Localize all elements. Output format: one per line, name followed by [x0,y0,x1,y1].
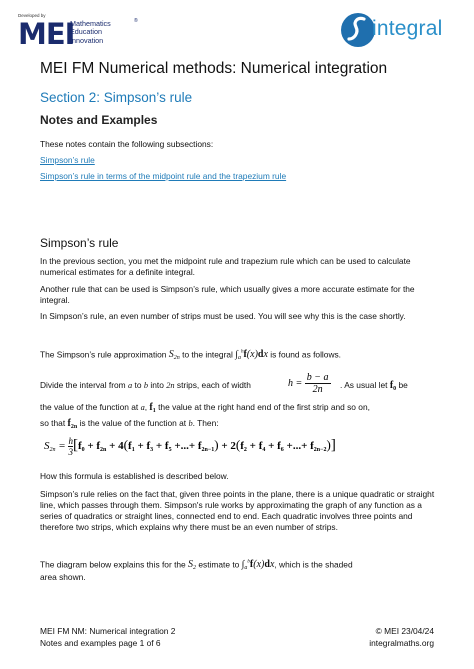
paragraph-1: In the previous section, you met the midpoint rule and trapezium rule which can be used to calculate numerical estimates for a definite integral. [40,256,411,277]
subsection-heading: Simpson’s rule [40,236,119,250]
mei-line-2: Education [70,27,102,37]
p7-text-b: is the value of the function at [79,418,187,428]
p10-text-a: The diagram below explains this for the [40,559,186,570]
p10-text-b: estimate to [198,559,240,570]
p6-text-b: the value at the right hand end of the first strip and so on, [158,402,370,412]
mei-line-1: Mathematics [70,19,111,28]
paragraph-3: In Simpson’s rule, an even number of strips must be used. You will see why this is the case shortly. [40,311,406,321]
p4-text-b: to the integral [182,349,233,360]
link-simpsons-rule[interactable]: Simpson’s rule [40,155,95,165]
p7-text-c: . Then: [192,418,219,428]
paragraph-7: so that $f_{2n}$ is the value of the function at b. Then: [40,418,219,430]
p5-text-c: strips, each of width [176,380,251,390]
paragraph-8: How this formula is established is described below. [40,471,229,481]
notes-heading: Notes and Examples [40,113,158,127]
p4-text-c: is found as follows. [270,349,342,360]
s2n-symbol: $S_{2n}$ [168,349,180,362]
link-simpsons-midpoint-trapezium[interactable]: Simpson’s rule in terms of the midpoint rule and the trapezium rule [40,171,287,181]
intro-text: These notes contain the following subsections: [40,139,214,149]
integral-expression: $\int_a^bf(x)dx$ [235,349,268,362]
p6-text-a: the value of the function at [40,402,139,412]
width-formula: h = $\frac{b - a}{2n}$ [288,372,329,395]
p5-text-b: to [134,380,142,390]
mei-logo-text [70,18,138,45]
footer-right-1: © MEI 23/04/24 [375,626,434,636]
simpsons-formula: S2n = $\frac{h}{3}$ [f0 + f2n + 4(f1 + f3 + f5 +...+ f2n−1) + 2(f2 + f4 + f6 +...+ f2n−2)] [44,436,336,457]
paragraph-2: Another rule that can be used is Simpson’s rule, which usually gives a more accurate estimate for the integral. [40,284,415,305]
integral-logo-wordmark: integral [372,17,443,40]
mei-line-3: Innovation [70,35,104,45]
mei-logo: MEI [18,17,75,51]
paragraph-5: Divide the interval from a to b into 2n strips, each of width [40,380,251,390]
p10-text-c: , which is the shaded [274,559,353,570]
footer-right-2: integralmaths.org [369,638,434,648]
paragraph-11: area shown. [40,572,86,582]
paragraph-4 [40,347,341,364]
paragraph-10: The diagram below explains this for the $S_2$ estimate to $\int_a^bf(x)dx$, which is the shaded [40,559,353,572]
p5-tail: . As usual let $f_0$ be [340,380,408,392]
p5-text-d: . As usual let [340,380,388,390]
section-heading: Section 2: Simpson’s rule [40,90,193,105]
paragraph-9: Simpson’s rule relies on the fact that, given three points in the plane, there is a unique quadratic or straight line, which passes through them. Simpson's rule works by approximating the graph of any function as a series of quadratics or straight lines, connected end to end. Each quadratic involves three points and therefore two strips, which explains why there must be an even number of strips. [40,489,435,532]
developed-by-label: Developed by [18,13,46,18]
paragraph-6: the value of the function at a, $f_1$ the value at the right hand end of the first strip and so on, [40,402,370,414]
p7-text-a: so that [40,418,66,428]
document-title: MEI FM Numerical methods: Numerical integration [40,60,388,77]
footer-left-1: MEI FM NM: Numerical integration 2 [40,626,176,636]
p4-text-a: The Simpson’s rule approximation [40,349,167,360]
p5-text-a: Divide the interval from [40,380,126,390]
mei-registered-mark: ® [134,18,138,24]
p5-text-e: be [398,380,408,390]
footer-left-2: Notes and examples page 1 of 6 [40,638,161,648]
